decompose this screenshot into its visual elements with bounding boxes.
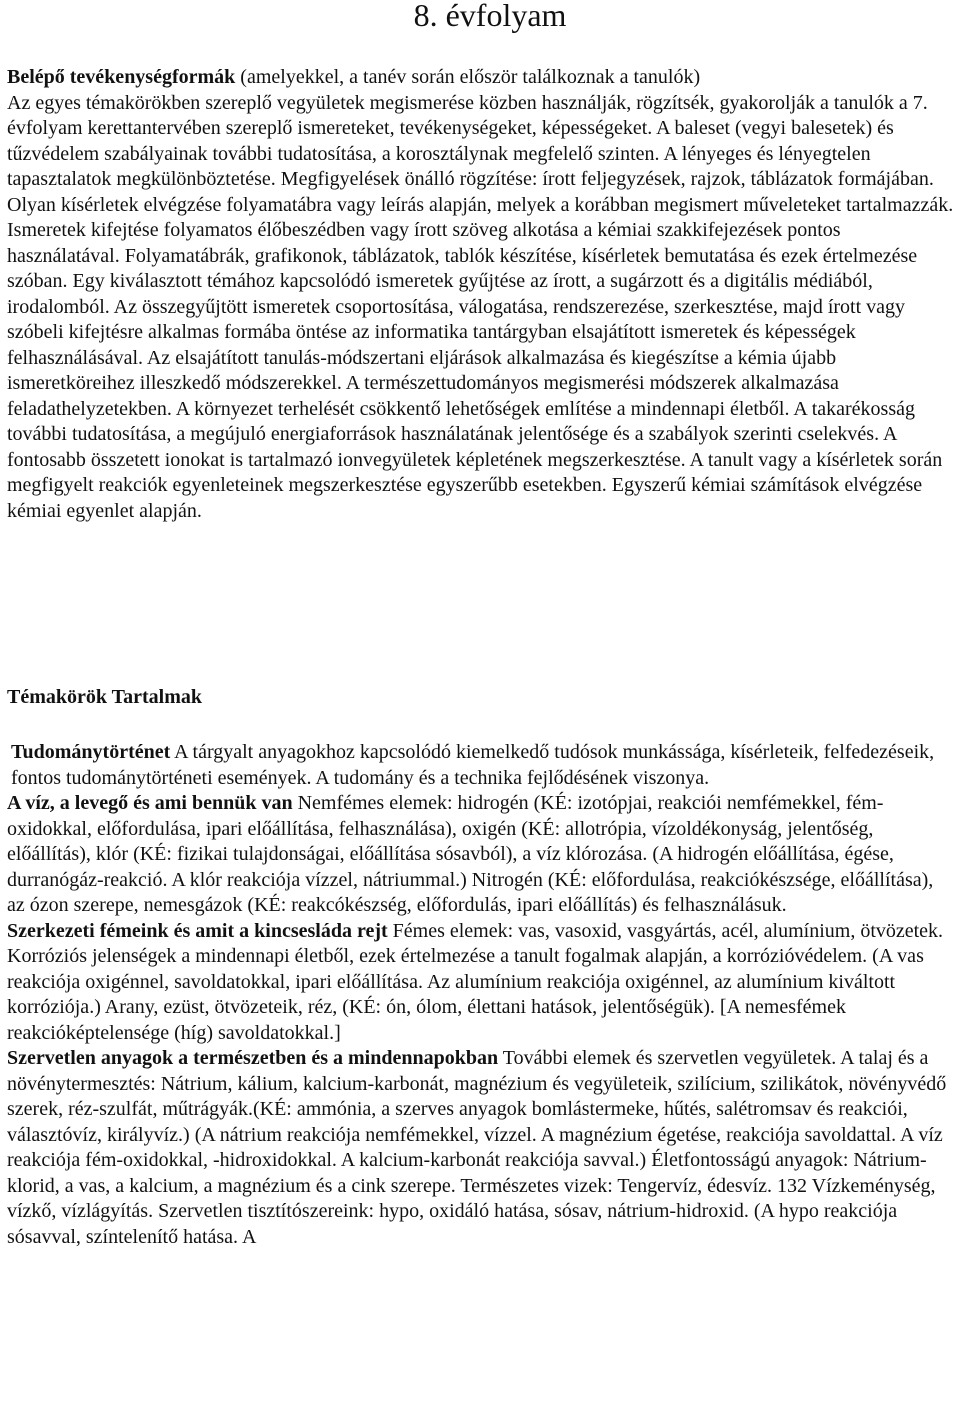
topic-text: Nemfémes elemek: hidrogén (KÉ: izotópjai, reakciói nemfémekkel, fém-oxidokkal, előfordulása, ipari előállítása, felhasználása), oxigén (KÉ: allotrópia, vízoldékonyság, jelentőség, előállítás), klór (KÉ: fizikai tulajdonságai, előállítása sósavból), a víz klórozása. (A hidrogén előállítása, égése, durranógáz-reakció. A klór reakciója vízzel, nátriummal.) Nitrogén (KÉ: előfordulása, reakciókészsége, előállítása), az ózon szerepe, nemesgázok (KÉ: reakcókészség, előfordulás, ipari előállítás) és felhasználásuk. xyxy=(7,792,934,916)
topic-text: Fémes elemek: vas, vasoxid, vasgyártás, acél, alumínium, ötvözetek. Korróziós jelenségek a mindennapi életből, ezek értelmezése a tanult fogalmak alapján, a korrózióvédelem. (A vas reakciója oxigénnel, savoldatokkal, ipari előállítása. Az alumínium reakciója oxigénnel, az alumínium kiváltott korróziója.) Arany, ezüst, ötvözeteik, réz, (KÉ: ón, ólom, élettani hatások, jelentőségük). [A nemesfémek reakcióképtelensége (híg) savoldatokkal.] xyxy=(7,919,944,1044)
section-heading: Témakörök Tartalmak xyxy=(7,686,203,708)
topic-title: A víz, a levegő és ami bennük van xyxy=(7,792,293,814)
topic-title: Szerkezeti fémeink és amit a kincsesláda rejt xyxy=(7,919,388,942)
topic-item xyxy=(7,740,955,791)
topic-item xyxy=(7,919,955,1047)
topic-text: A tárgyalt anyagokhoz kapcsolódó kiemelkedő tudósok munkássága, kísérleteik, felfedezéseik, fontos tudománytörténeti események. A tudomány és a technika fejlődésének viszonya. xyxy=(11,741,935,789)
topic-item xyxy=(7,1046,955,1250)
intro-paragraph xyxy=(7,65,955,524)
topic-item xyxy=(7,791,955,919)
page-title: 8. évfolyam xyxy=(413,0,567,33)
intro-text: Az egyes témakörökben szereplő vegyületek megismerése közben használják, rögzítsék, gyakorolják a tanulók a 7. évfolyam kerettantervében szereplő ismereteket, tevékenységeket, képességeket. A baleset (vegyi balesetek) és tűzvédelem szabályainak további tudatosítása, a korosztálynak megfelelő szinten. A lényeges és lényegtelen tapasztalatok megkülönböztetése. Megfigyelések önálló rögzítése: írott feljegyzések, rajzok, táblázatok formájában. Olyan kísérletek elvégzése folyamatábra vagy leírás alapján, melyek a korábban megismert műveleteket tartalmazzák. Ismeretek kifejtése folyamatos élőbeszédben vagy írott szöveg alkotása a kémiai szakkifejezések pontos használatával. Folyamatábrák, grafikonok, táblázatok, tablók készítése, kísérletek bemutatása és ezek értelmezése szóban. Egy kiválasztott témához kapcsolódó ismeretek gyűjtése az írott, a sugárzott és a digitális médiából, irodalomból. Az összegyűjtött ismeretek csoportosítása, válogatása, rendszerezése, szerkesztése, majd írott vagy szóbeli kifejtésre alkalmas formába öntése az informatika tantárgyban elsajátított ismeretek és képességek felhasználásával. Az elsajátított tanulás-módszertani eljárások alkalmazása és kiegészítse a kémia újabb ismeretköreihez illeszkedő módszerekkel. A természettudományos megismerési módszerek alkalmazása feladathelyzetekben. A környezet terhelését csökkentő lehetőségek említése a mindennapi életből. A takarékosság további tudatosítása, a megújuló energiaforrások használatának jelentősége és a szabályok szerinti cselekvés. A fontosabb összetett ionokat is tartalmazó ionvegyületek képletének megszerkesztése. A tanult vagy a kísérletek során megfigyelt reakciók egyenleteinek megszerkesztése egyszerűbb esetekben. Egyszerű kémiai számítások elvégzése kémiai egyenlet alapján. xyxy=(7,91,954,522)
topics-list xyxy=(7,740,955,1250)
intro-lead-note: (amelyekkel, a tanév során először találkoznak a tanulók) xyxy=(235,66,701,88)
topic-title: Tudománytörténet xyxy=(11,741,171,763)
intro-lead-heading: Belépő tevékenységformák xyxy=(7,66,236,88)
topic-text: További elemek és szervetlen vegyületek. A talaj és a növénytermesztés: Nátrium, kálium, kalcium-karbonát, magnézium és vegyületeik, szilícium, szilikátok, növényvédő szerek, réz-szulfát, műtrágyák.(KÉ: ammónia, a szerves anyagok bomlástermeke, hűtés, salétromsav és reakciói, választóvíz, királyvíz.) (A nátrium reakciója nemfémekkel, vízzel. A magnézium égetése, reakciója savoldattal. A víz reakciója fém-oxidokkal, -hidroxidokkal. A kalcium-karbonát reakciója savval.) Életfontosságú anyagok: Nátrium-klorid, a vas, a kalcium, a magnézium és a cink szerepe. Természetes vizek: Tengervíz, édesvíz. 132 Vízkeménység, vízkő, vízlágyítás. Szervetlen tisztítószereink: hypo, oxidáló hatása, sósav, nátrium-hidroxid. (A hypo reakciója sósavval, színtelenítő hatása. A xyxy=(7,1047,947,1248)
topic-title: Szervetlen anyagok a természetben és a mindennapokban xyxy=(7,1047,499,1069)
